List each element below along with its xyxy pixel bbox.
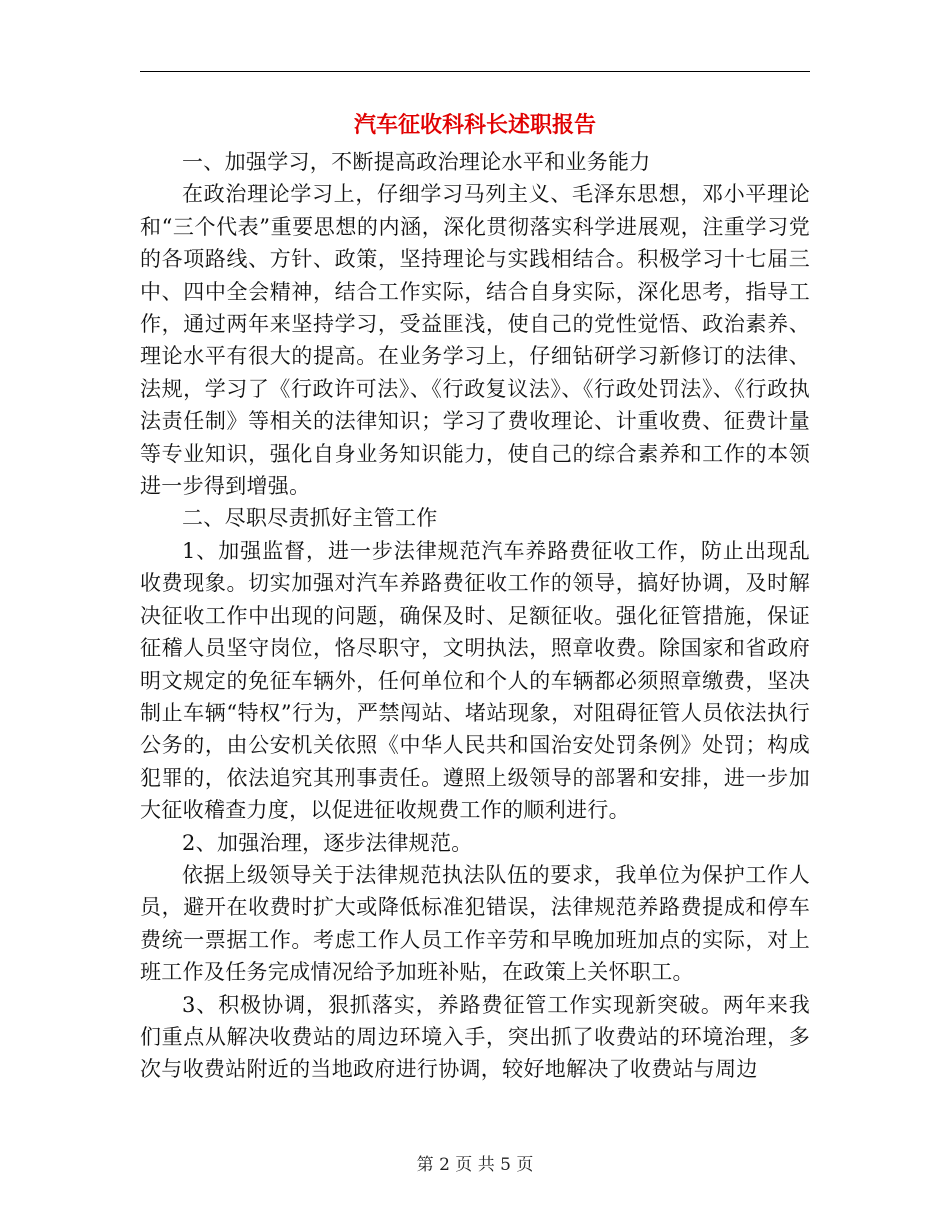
header-rule: [140, 71, 810, 72]
section-heading-2: 二、尽职尽责抓好主管工作: [182, 506, 438, 531]
subheading-governance: 2、加强治理，逐步法律规范。: [182, 830, 473, 855]
document-title: 汽车征收科科长述职报告: [353, 113, 596, 138]
page-number-footer: 第 2 页 共 5 页: [416, 1155, 534, 1175]
section-heading-1: 一、加强学习，不断提高政治理论水平和业务能力: [182, 150, 651, 174]
paragraph-study: 在政治理论学习上，仔细学习马列主义、毛泽东思想，邓小平理论和“三个代表”重要思想的内涵，深化贯彻落实科学进展观，注重学习党的各项路线、方针、政策，坚持理论与实践相结合。积极学习十七届三中、四中全会精神，结合工作实际，结合自身实际，深化思考，指导工作，通过两年来坚持学习，受益匪浅，使自己的党性觉悟、政治素养、理论水平有很大的提高。在业务学习上，仔细钻研学习新修订的法律、法规，学习了《行政许可法》、《行政复议法》、《行政处罚法》、《行政执法责任制》等相关的法律知识；学习了费收理论、计重收费、征费计量等专业知识，强化自身业务知识能力，使自己的综合素养和工作的本领进一步得到增强。: [140, 182, 810, 499]
paragraph-governance: 依据上级领导关于法律规范执法队伍的要求，我单位为保护工作人员，避开在收费时扩大或降低标准犯错误，法律规范养路费提成和停车费统一票据工作。考虑工作人员工作辛劳和早晚加班加点的实际，对上班工作及任务完成情况给予加班补贴，在政策上关怀职工。: [140, 862, 810, 985]
document-body: [140, 146, 810, 1086]
paragraph-coordination: 3、积极协调，狠抓落实，养路费征管工作实现新突破。两年来我们重点从解决收费站的周边环境入手，突出抓了收费站的环境治理，多次与收费站附近的当地政府进行协调，较好地解决了收费站与周边: [140, 992, 810, 1082]
paragraph-supervision: 1、加强监督，进一步法律规范汽车养路费征收工作，防止出现乱收费现象。切实加强对汽车养路费征收工作的领导，搞好协调，及时解决征收工作中出现的问题，确保及时、足额征收。强化征管措施，保证征稽人员坚守岗位，恪尽职守，文明执法，照章收费。除国家和省政府明文规定的免征车辆外，任何单位和个人的车辆都必须照章缴费，坚决制止车辆“特权”行为，严禁闯站、堵站现象，对阻碍征管人员依法执行公务的，由公安机关依照《中华人民共和国治安处罚条例》处罚；构成犯罪的，依法追究其刑事责任。遵照上级领导的部署和安排，进一步加大征收稽查力度，以促进征收规费工作的顺利进行。: [140, 538, 810, 823]
